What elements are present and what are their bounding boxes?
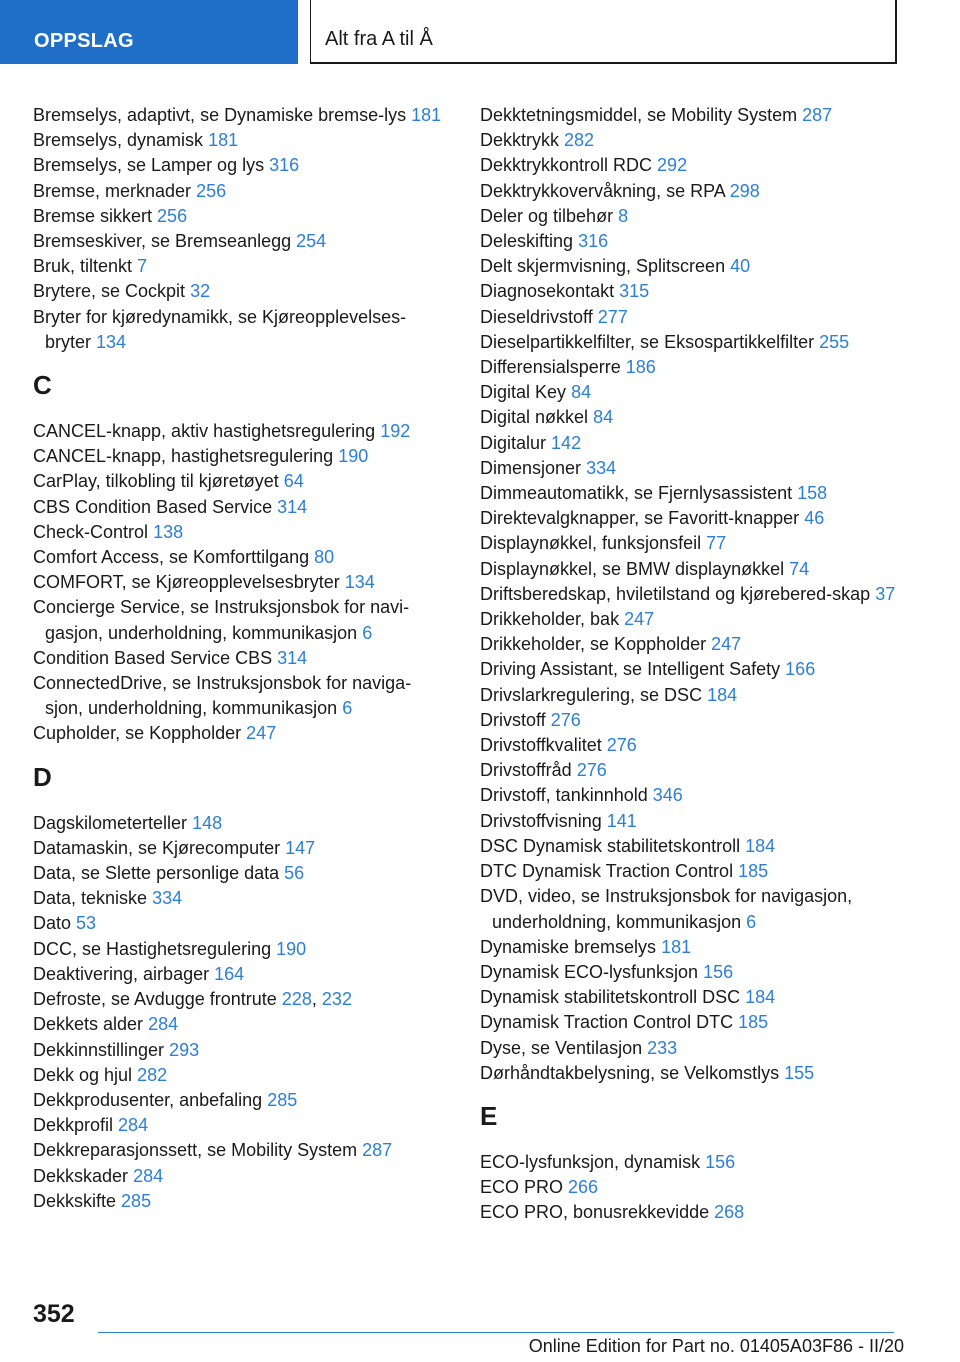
index-entry: [480, 1061, 900, 1086]
index-column-right: [480, 103, 900, 1226]
page-link[interactable]: 56: [284, 863, 305, 884]
page-link[interactable]: 292: [657, 155, 688, 176]
index-entry-text: Displaynøkkel, funksjonsfeil: [480, 533, 702, 554]
index-entry: [33, 153, 443, 178]
section-tab-label: OPPSLAG: [34, 30, 134, 52]
page-link[interactable]: 134: [96, 331, 127, 352]
index-entry: [480, 229, 900, 254]
index-entry: [480, 128, 900, 153]
chapter-tab[interactable]: [310, 0, 897, 64]
page-link[interactable]: 156: [705, 1151, 736, 1172]
page-link[interactable]: 181: [411, 105, 442, 125]
index-entry: [480, 305, 900, 330]
page-link[interactable]: 77: [706, 533, 727, 554]
index-entry: [480, 632, 900, 657]
index-entry-text: Datamaskin, se Kjørecomputer: [33, 837, 281, 858]
index-entry-text: CBS Condition Based Service: [33, 496, 273, 517]
index-entry-text: Dieseldrivstoff: [480, 306, 593, 327]
index-entry-text: Dørhåndtakbelysning, se Velkomstlys: [480, 1062, 780, 1083]
page-link[interactable]: 233: [647, 1037, 678, 1058]
index-entry: [33, 1088, 443, 1113]
page-link[interactable]: 155: [784, 1062, 815, 1083]
page-link[interactable]: 268: [714, 1202, 745, 1223]
index-entry-text: Digital nøkkel: [480, 407, 589, 428]
index-entry-text: Bruk, tiltenkt: [33, 256, 133, 277]
page-link[interactable]: 190: [276, 938, 307, 959]
index-entry: [33, 1164, 443, 1189]
page-link[interactable]: 184: [745, 987, 776, 1008]
index-entry: [480, 1150, 900, 1175]
page-link[interactable]: 142: [551, 432, 582, 453]
page-number: 352: [33, 1300, 75, 1328]
index-entry-text: Driftsberedskap, hviletilstand og kjørebered-skap: [480, 583, 871, 604]
index-entry-text: Bremselys, se Lamper og lys: [33, 155, 265, 176]
index-entry-text: Displaynøkkel, se BMW displaynøkkel: [480, 558, 785, 579]
index-entry: [480, 153, 900, 178]
index-entry: [480, 279, 900, 304]
page-link[interactable]: 184: [707, 684, 738, 705]
index-entry-text: DTC Dynamisk Traction Control: [480, 861, 734, 882]
page-link[interactable]: 40: [730, 256, 751, 277]
index-entry-text: Drivstoff: [480, 709, 546, 730]
page-link[interactable]: 315: [619, 281, 650, 302]
index-entry-text: ConnectedDrive, se Instruksjonsbok for naviga-sjon, underholdning, kommunikasjon: [33, 673, 412, 719]
index-entry: [33, 671, 443, 721]
index-entry: [33, 987, 443, 1012]
page-link[interactable]: 282: [564, 130, 595, 151]
index-entry: [480, 481, 900, 506]
page-link[interactable]: 314: [277, 647, 308, 668]
page-link[interactable]: 316: [578, 231, 609, 252]
index-entry: [480, 1175, 900, 1200]
index-entry: [480, 355, 900, 380]
page-link[interactable]: 285: [267, 1089, 298, 1110]
index-entry-text: Comfort Access, se Komforttilgang: [33, 547, 310, 568]
index-entry: [33, 1189, 443, 1214]
index-entry: [33, 495, 443, 520]
index-entry: [480, 935, 900, 960]
page-link[interactable]: 181: [208, 130, 239, 151]
page-separator: ,: [311, 989, 317, 1010]
page-link[interactable]: 247: [624, 609, 655, 630]
page-link[interactable]: 158: [797, 483, 828, 504]
index-entry: [33, 962, 443, 987]
index-entry: [33, 1138, 443, 1163]
page-link[interactable]: 134: [344, 572, 375, 593]
index-entry: [480, 431, 900, 456]
page-link[interactable]: 276: [550, 709, 581, 730]
index-entry-text: Drivstoffkvalitet: [480, 735, 602, 756]
page-link[interactable]: 190: [338, 446, 369, 467]
index-entry: [480, 204, 900, 229]
page-link[interactable]: 64: [283, 471, 304, 492]
index-entry-text: Dato: [33, 913, 72, 934]
index-entry-text: Drikkeholder, bak: [480, 609, 620, 630]
index-entry-text: Driving Assistant, se Intelligent Safety: [480, 659, 781, 680]
page-link[interactable]: 256: [157, 205, 188, 226]
index-letter-heading: D: [33, 761, 52, 792]
index-entry-text: Drivstoffråd: [480, 760, 572, 781]
page-link[interactable]: 287: [802, 105, 833, 125]
index-entry-text: Dekk og hjul: [33, 1064, 133, 1085]
index-entry-text: Direktevalgknapper, se Favoritt-knapper: [480, 508, 800, 529]
page-link[interactable]: 277: [597, 306, 628, 327]
index-entry-text: Differensialsperre: [480, 357, 621, 378]
page-link[interactable]: 314: [277, 496, 308, 517]
footer-edition: Online Edition for Part no. 01405A03F86 - II/20: [528, 1336, 904, 1356]
page-link[interactable]: 285: [121, 1190, 152, 1211]
index-entry-text: Digitalur: [480, 432, 547, 453]
page-link[interactable]: 255: [819, 331, 850, 352]
page-link[interactable]: 148: [192, 812, 223, 833]
index-entry-text: Dekktrykk: [480, 130, 560, 151]
index-entry-text: Deleskifting: [480, 231, 574, 252]
index-entry: [33, 305, 443, 355]
page-link[interactable]: 166: [785, 659, 816, 680]
page-link[interactable]: 282: [137, 1064, 168, 1085]
index-entry-text: Dimmeautomatikk, se Fjernlysassistent: [480, 483, 793, 504]
index-entry-text: Bremselys, adaptivt, se Dynamiske bremse-lys: [33, 105, 407, 125]
index-entry-text: ECO PRO, bonusrekkevidde: [480, 1202, 710, 1223]
index-entry: [480, 733, 900, 758]
page-link[interactable]: 84: [571, 382, 592, 403]
index-entry: [33, 1113, 443, 1138]
index-entry-text: Drivslarkregulering, se DSC: [480, 684, 703, 705]
index-entry: [480, 1200, 900, 1225]
index-entry-text: Deler og tilbehør: [480, 205, 614, 226]
page-link[interactable]: 284: [133, 1165, 164, 1186]
index-entry-text: Dynamiske bremselys: [480, 936, 657, 957]
index-entry-text: Dekkreparasjonssett, se Mobility System: [33, 1140, 358, 1161]
index-entry: [480, 1036, 900, 1061]
index-entry: [33, 229, 443, 254]
index-entry-text: Dynamisk ECO-lysfunksjon: [480, 961, 699, 982]
page-link[interactable]: 6: [362, 622, 373, 643]
index-entry: [33, 204, 443, 229]
index-entry-text: Deaktivering, airbager: [33, 963, 210, 984]
index-entry: [33, 1038, 443, 1063]
index-entry: [480, 405, 900, 430]
page-link[interactable]: 84: [593, 407, 614, 428]
index-letter-heading: C: [33, 370, 52, 401]
page-link[interactable]: 254: [296, 231, 327, 252]
index-entry-text: Delt skjermvisning, Splitscreen: [480, 256, 726, 277]
index-entry: [33, 836, 443, 861]
index-entry-text: DCC, se Hastighetsregulering: [33, 938, 272, 959]
page-link[interactable]: 298: [729, 180, 760, 201]
index-entry: [33, 444, 443, 469]
page-link[interactable]: 346: [652, 785, 683, 806]
index-entry: [480, 884, 900, 934]
index-entry-text: Dimensjoner: [480, 457, 582, 478]
index-entry: [33, 128, 443, 153]
index-entry: [480, 960, 900, 985]
index-entry: [33, 721, 443, 746]
page-link[interactable]: 186: [625, 357, 656, 378]
page-link[interactable]: 293: [169, 1039, 200, 1060]
index-entry: [480, 859, 900, 884]
index-entry: [480, 557, 900, 582]
page-link[interactable]: 32: [190, 281, 211, 302]
index-entry: [33, 1063, 443, 1088]
index-entry: [480, 985, 900, 1010]
index-entry: [33, 886, 443, 911]
index-entry: [33, 520, 443, 545]
index-entry: [33, 419, 443, 444]
index-entry-text: CANCEL-knapp, hastighetsregulering: [33, 446, 334, 467]
index-entry: [480, 531, 900, 556]
index-entry: [480, 758, 900, 783]
index-entry-text: Dynamisk stabilitetskontroll DSC: [480, 987, 741, 1008]
page-link[interactable]: 6: [342, 698, 353, 719]
page-link[interactable]: 228: [281, 989, 312, 1010]
index-entry-text: Drikkeholder, se Koppholder: [480, 634, 707, 655]
index-entry-text: Dekkskifte: [33, 1190, 117, 1211]
page-link[interactable]: 156: [703, 961, 734, 982]
page-link[interactable]: 147: [285, 837, 316, 858]
index-entry-text: Dekkprofil: [33, 1115, 114, 1136]
index-entry-text: Dekkinnstillinger: [33, 1039, 165, 1060]
index-entry: [33, 279, 443, 304]
index-entry-text: Drivstoff, tankinnhold: [480, 785, 648, 806]
page-link[interactable]: 284: [118, 1115, 149, 1136]
index-entry-text: Bremse sikkert: [33, 205, 153, 226]
page-link[interactable]: 284: [148, 1014, 179, 1035]
page-link[interactable]: 8: [618, 205, 629, 226]
index-entry: [480, 834, 900, 859]
index-entry: [480, 809, 900, 834]
index-entry-text: Digital Key: [480, 382, 567, 403]
index-entry: [33, 103, 443, 128]
index-entry-text: Dynamisk Traction Control DTC: [480, 1012, 734, 1033]
index-entry-text: COMFORT, se Kjøreopplevelsesbryter: [33, 572, 340, 593]
page-link[interactable]: 276: [576, 760, 607, 781]
index-entry: [33, 911, 443, 936]
index-entry-text: Bremselys, dynamisk: [33, 130, 204, 151]
page-link[interactable]: 46: [804, 508, 825, 529]
index-entry: [33, 937, 443, 962]
index-entry: [480, 783, 900, 808]
index-entry-text: Cupholder, se Koppholder: [33, 723, 242, 744]
index-entry-text: CarPlay, tilkobling til kjøretøyet: [33, 471, 279, 492]
index-entry: [33, 1012, 443, 1037]
page-link[interactable]: 6: [746, 911, 757, 932]
index-entry-text: Dekktrykkovervåkning, se RPA: [480, 180, 725, 201]
index-entry: [480, 582, 900, 607]
index-entry: [480, 708, 900, 733]
index-entry: [33, 595, 443, 645]
index-entry-text: Bremseskiver, se Bremseanlegg: [33, 231, 292, 252]
index-entry-text: Dyse, se Ventilasjon: [480, 1037, 643, 1058]
index-entry-text: DSC Dynamisk stabilitetskontroll: [480, 835, 741, 856]
footer-divider: [98, 1332, 894, 1333]
index-entry: [33, 469, 443, 494]
index-entry-text: Data, se Slette personlige data: [33, 863, 280, 884]
index-entry-text: Bremse, merknader: [33, 180, 192, 201]
index-entry-text: Dekkskader: [33, 1165, 129, 1186]
page-link[interactable]: 276: [606, 735, 637, 756]
index-entry: [480, 657, 900, 682]
page-link[interactable]: 192: [380, 421, 411, 442]
page-link[interactable]: 232: [321, 989, 352, 1010]
index-entry-text: Defroste, se Avdugge frontrute: [33, 989, 277, 1010]
page-link[interactable]: 185: [738, 861, 769, 882]
page-link[interactable]: 37: [875, 583, 896, 604]
chapter-tab-label: Alt fra A til Å: [325, 28, 433, 50]
index-entry: [33, 254, 443, 279]
section-tab[interactable]: [0, 0, 298, 64]
index-entry-text: Concierge Service, se Instruksjonsbok for navi-gasjon, underholdning, kommunikasjon: [33, 597, 410, 643]
page-link[interactable]: 247: [246, 723, 277, 744]
index-column-left: [33, 103, 443, 1214]
page-link[interactable]: 247: [711, 634, 742, 655]
page-link[interactable]: 256: [196, 180, 227, 201]
page-link[interactable]: 74: [789, 558, 810, 579]
index-entry-text: Brytere, se Cockpit: [33, 281, 186, 302]
index-entry: [33, 861, 443, 886]
page-link[interactable]: 181: [661, 936, 692, 957]
index-entry-text: Bryter for kjøredynamikk, se Kjøreopplevelses-bryter: [33, 306, 407, 352]
page-link[interactable]: 287: [362, 1140, 393, 1161]
page-link[interactable]: 184: [745, 835, 776, 856]
index-entry: [480, 330, 900, 355]
page-link[interactable]: 266: [568, 1177, 599, 1198]
index-entry-text: Diagnosekontakt: [480, 281, 615, 302]
index-entry-text: ECO PRO: [480, 1177, 564, 1198]
index-entry-text: Dieselpartikkelfilter, se Eksospartikkelfilter: [480, 331, 815, 352]
page-link[interactable]: 334: [586, 457, 617, 478]
index-entry-text: Dekkets alder: [33, 1014, 144, 1035]
index-entry-text: Dagskilometerteller: [33, 812, 188, 833]
index-entry: [33, 811, 443, 836]
page-link[interactable]: 80: [314, 547, 335, 568]
index-entry: [480, 506, 900, 531]
index-entry: [480, 1010, 900, 1035]
index-entry: [33, 179, 443, 204]
page-link[interactable]: 185: [738, 1012, 769, 1033]
index-entry-text: Condition Based Service CBS: [33, 647, 273, 668]
index-entry-text: CANCEL-knapp, aktiv hastighetsregulering: [33, 421, 376, 442]
index-entry-text: DVD, video, se Instruksjonsbok for navigasjon, underholdning, kommunikasjon: [480, 886, 853, 932]
index-entry-text: Dekktrykkontroll RDC: [480, 155, 653, 176]
page-link[interactable]: 164: [214, 963, 245, 984]
index-entry-text: Dekktetningsmiddel, se Mobility System: [480, 105, 798, 125]
index-entry: [480, 607, 900, 632]
index-entry-text: Dekkprodusenter, anbefaling: [33, 1089, 263, 1110]
page-link[interactable]: 7: [137, 256, 148, 277]
page-link[interactable]: 141: [606, 810, 637, 831]
page-link[interactable]: 334: [152, 888, 183, 909]
page-link[interactable]: 53: [76, 913, 97, 934]
index-entry: [480, 683, 900, 708]
index-entry: [480, 380, 900, 405]
index-entry: [480, 456, 900, 481]
index-letter-heading: E: [480, 1100, 498, 1131]
index-entry-text: Data, tekniske: [33, 888, 148, 909]
index-entry-text: Drivstoffvisning: [480, 810, 602, 831]
index-entry: [480, 103, 900, 128]
page-link[interactable]: 138: [153, 521, 184, 542]
index-entry-text: Check-Control: [33, 521, 149, 542]
index-entry: [33, 545, 443, 570]
index-entry-text: ECO-lysfunksjon, dynamisk: [480, 1151, 701, 1172]
index-entry: [480, 254, 900, 279]
index-entry: [33, 646, 443, 671]
page-link[interactable]: 316: [269, 155, 300, 176]
index-entry: [480, 179, 900, 204]
index-entry: [33, 570, 443, 595]
